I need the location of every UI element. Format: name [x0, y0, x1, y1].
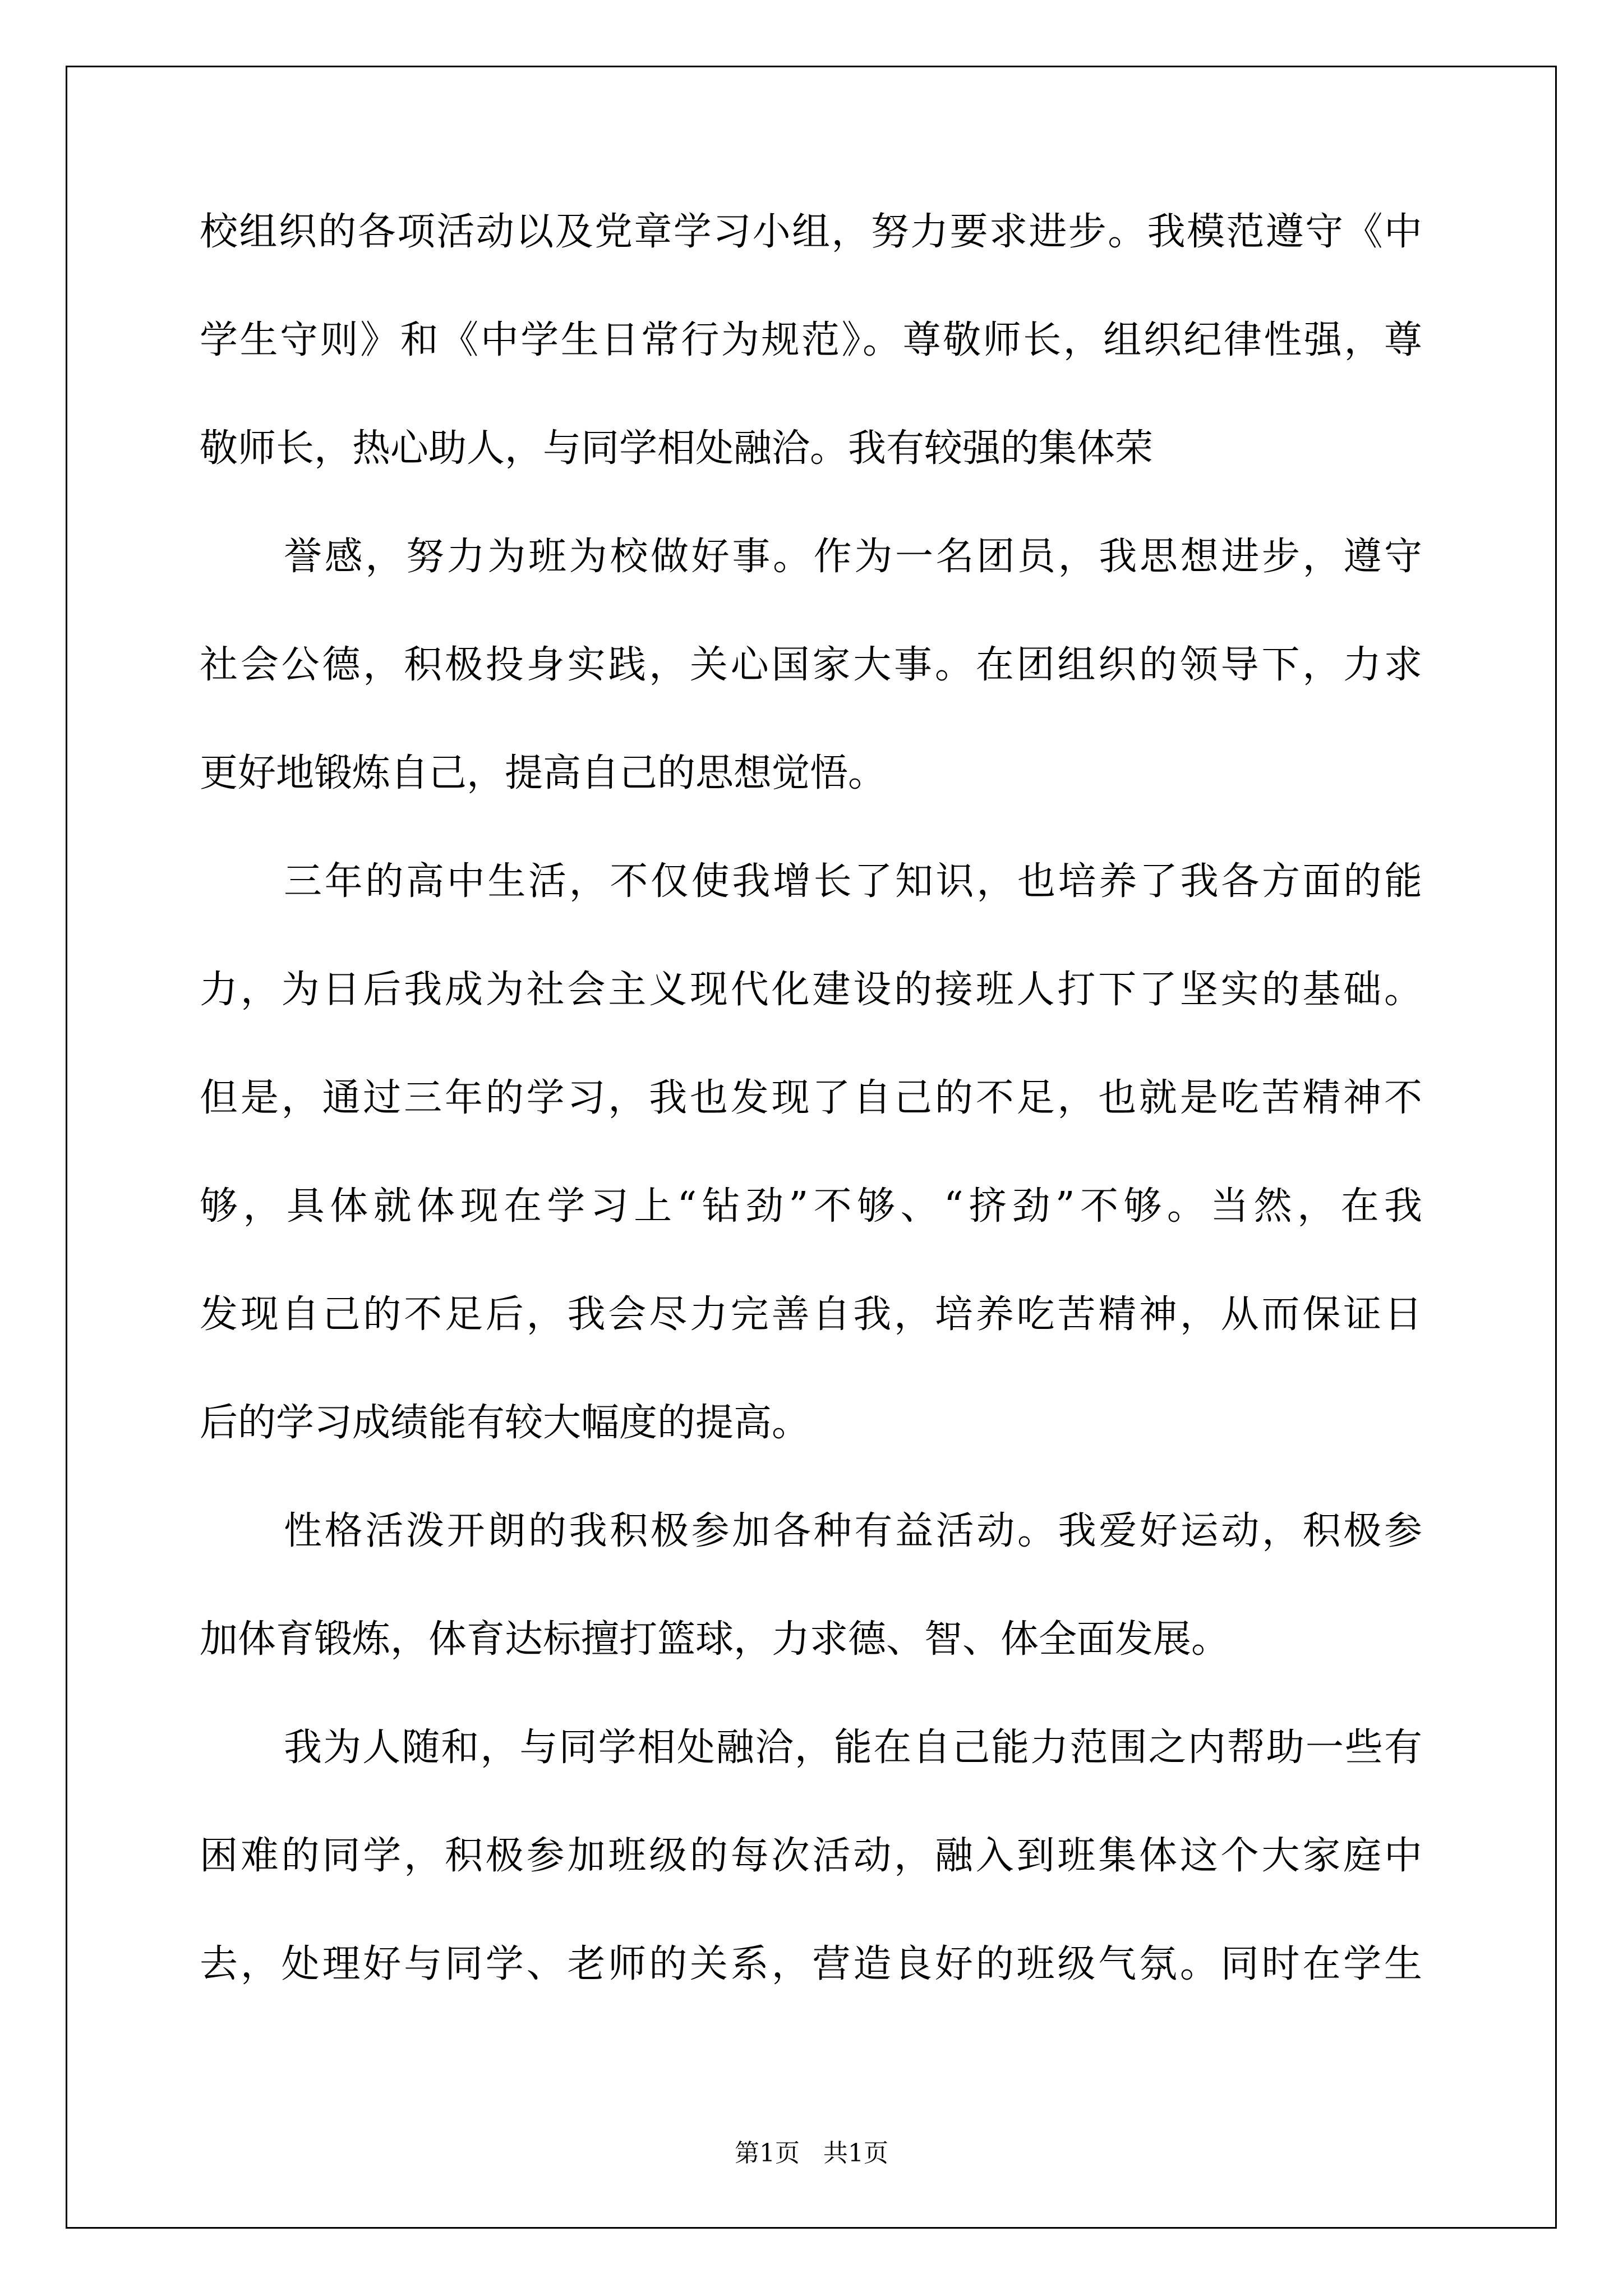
- body-line: 社会公德，积极投身实践，关心国家大事。在团组织的领导下，力求: [200, 643, 1422, 687]
- body-line: 发现自己的不足后，我会尽力完善自我，培养吃苦精神，从而保证日: [200, 1292, 1422, 1337]
- body-line: 加体育锻炼，体育达标擅打篮球，力求德、智、体全面发展。: [200, 1617, 1230, 1662]
- page-border: [66, 66, 1557, 2229]
- body-line: 校组织的各项活动以及党章学习小组，努力要求进步。我模范遵守《中: [200, 210, 1422, 254]
- body-line: 三年的高中生活，不仅使我增长了知识，也培养了我各方面的能: [284, 859, 1422, 904]
- body-line: 困难的同学，积极参加班级的每次活动，融入到班集体这个大家庭中: [200, 1834, 1422, 1878]
- body-line: 去，处理好与同学、老师的关系，营造良好的班级气氛。同时在学生: [200, 1942, 1422, 1986]
- body-line: 誉感，努力为班为校做好事。作为一名团员，我思想进步，遵守: [284, 535, 1422, 579]
- body-line: 但是，通过三年的学习，我也发现了自己的不足，也就是吃苦精神不: [200, 1076, 1422, 1120]
- body-line: 够，具体就体现在学习上“钻劲”不够、“挤劲”不够。当然，在我: [200, 1184, 1422, 1228]
- body-line: 学生守则》和《中学生日常行为规范》。尊敬师长，组织纪律性强，尊: [200, 318, 1422, 362]
- body-line: 敬师长，热心助人，与同学相处融洽。我有较强的集体荣: [200, 426, 1154, 471]
- body-line: 性格活泼开朗的我积极参加各种有益活动。我爱好运动，积极参: [284, 1509, 1422, 1553]
- body-line: 后的学习成绩能有较大幅度的提高。: [200, 1401, 810, 1445]
- body-line: 更好地锻炼自己，提高自己的思想觉悟。: [200, 751, 887, 795]
- body-line: 我为人随和，与同学相处融洽，能在自己能力范围之内帮助一些有: [284, 1726, 1422, 1770]
- page-number: 第1页 共1页: [735, 2139, 888, 2168]
- body-line: 力，为日后我成为社会主义现代化建设的接班人打下了坚实的基础。: [200, 968, 1422, 1012]
